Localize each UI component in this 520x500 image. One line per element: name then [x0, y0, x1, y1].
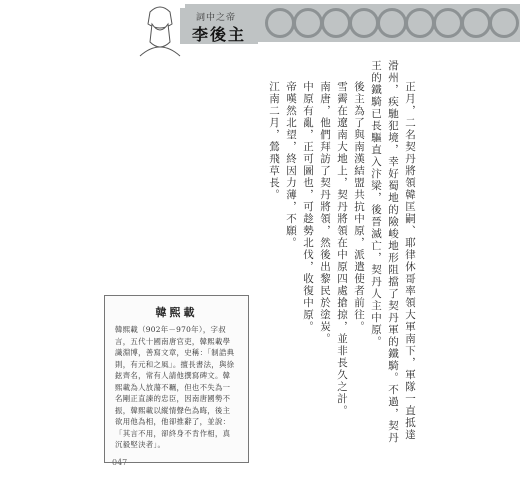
header-decorative-pattern — [265, 8, 520, 38]
body-paragraph: 江南二月，鶯飛草長。 — [268, 81, 280, 201]
body-paragraph: 南唐，他們拜訪了契丹將領，然後出黎民於塗炭。 — [319, 81, 331, 345]
page-number: 047 — [112, 458, 128, 467]
body-paragraph: 雪霽在遼南大地上，契丹將領在中原四處搶掠，並非長久之計。 — [336, 81, 348, 417]
sidebar-text: 韓熙載（902年－970年），字叔言，五代十國南唐官吏，韓熙載學識淵博，善寫文章，史稱：「制誥典則，有元和之風」。擅長書法，與徐鉉齊名，常有人請他撰寫碑文。韓熙載為人放蕩不羈，但也不失為一名剛正直諫的忠臣，因南唐國勢不振，韓熙載以縱情聲色為晦，後主欲用他為相，他卻推辭了，並說：「其言不用，卻終身不肯作相，真沉毅堅決者」。 — [115, 325, 235, 449]
body-paragraph: 後主為了與南漢結盟共抗中原，派遣使者前往。 — [353, 81, 365, 333]
body-paragraph: 中原有亂，正可圖也，可趁勢北伐，收復中原。 — [302, 81, 314, 333]
body-paragraph: 正月，二名契丹將領韓匡嗣、耶律休哥率領大軍南下，軍隊一直抵達滑州，疾馳犯境，幸好蜀地的險峻地形阻擋了契丹軍的鐵騎。不過，契丹王的鐵騎已長驅直入汴梁，後晉滅亡，契丹人主中原。 — [370, 60, 416, 444]
sidebar-note-box — [104, 295, 249, 463]
chapter-kicker: 詞中之帝 — [196, 13, 237, 23]
sidebar-heading: 韓熙載 — [155, 306, 198, 319]
chapter-title: 李後主 — [192, 25, 247, 44]
body-paragraph: 帝嘆然北望，終因力薄，不願。 — [285, 81, 297, 249]
